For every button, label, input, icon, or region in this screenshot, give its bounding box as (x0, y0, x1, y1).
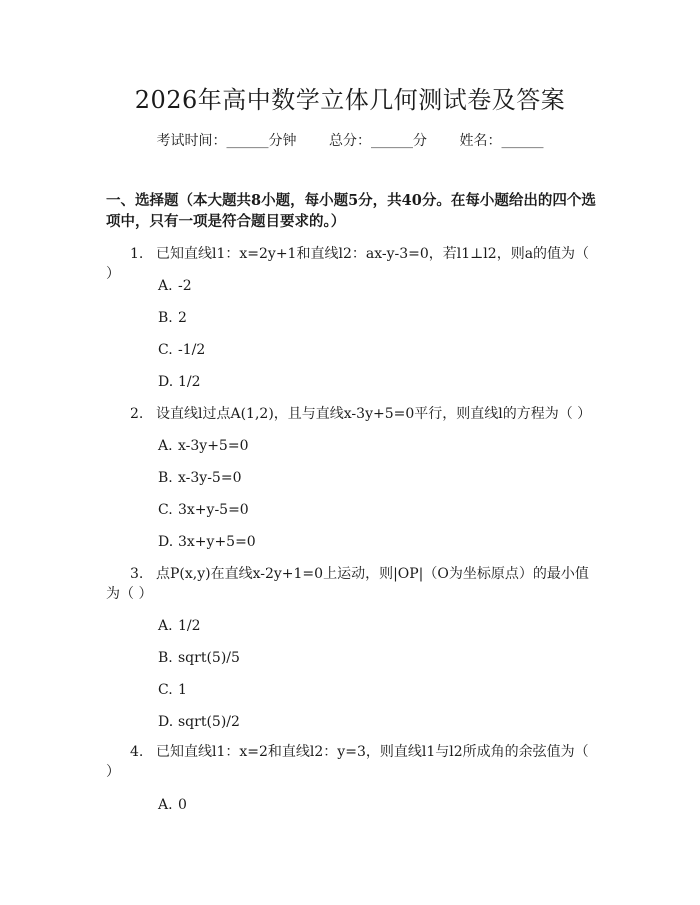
question-3-option-a (158, 616, 201, 636)
option-letter: B. (158, 310, 173, 326)
option-text: -1/2 (178, 342, 206, 358)
question-1-option-c (158, 340, 205, 360)
page-title: 2026年高中数学立体几何测试卷及答案 (134, 86, 566, 114)
question-3-option-d (158, 712, 240, 732)
option-text: 1/2 (178, 618, 201, 634)
question-2-stem (106, 404, 596, 424)
option-letter: D. (158, 534, 174, 550)
question-2-option-b (158, 468, 241, 488)
question-text: 已知直线l1：x=2和直线l2：y=3，则直线l1与l2所成角的余弦值为（ ） (106, 744, 589, 780)
question-number: 4. (130, 744, 144, 760)
option-letter: A. (158, 618, 173, 634)
option-letter: C. (158, 502, 173, 518)
option-letter: A. (158, 797, 173, 813)
option-text: -2 (178, 278, 192, 294)
question-4-stem (106, 742, 596, 782)
option-text: 0 (178, 797, 187, 813)
option-letter: D. (158, 714, 174, 730)
question-number: 2. (130, 406, 144, 422)
exam-time-field: 考试时间：______分钟 (156, 133, 297, 149)
student-name-field: 姓名：______ (459, 133, 544, 149)
option-letter: C. (158, 682, 173, 698)
option-text: 3x+y-5=0 (178, 502, 249, 518)
question-1-option-a (158, 276, 192, 296)
option-text: x-3y-5=0 (178, 470, 242, 486)
question-2-option-a (158, 436, 248, 456)
option-text: 3x+y+5=0 (178, 534, 256, 550)
option-text: x-3y+5=0 (178, 438, 249, 454)
option-letter: A. (158, 438, 173, 454)
section-heading: 一、选择题（本大题共8小题，每小题5分，共40分。在每小题给出的四个选项中，只有一项是符合题目要求的。） (106, 192, 596, 230)
question-1-option-d (158, 372, 201, 392)
option-letter: C. (158, 342, 173, 358)
option-text: 1 (178, 682, 187, 698)
question-text: 已知直线l1：x=2y+1和直线l2：ax-y-3=0，若l1⊥l2，则a的值为（ ） (106, 246, 590, 282)
option-text: sqrt(5)/5 (178, 650, 240, 666)
option-letter: B. (158, 470, 173, 486)
option-text: 1/2 (178, 374, 201, 390)
question-4-option-a (158, 795, 187, 815)
option-letter: D. (158, 374, 174, 390)
option-text: sqrt(5)/2 (178, 714, 240, 730)
question-number: 1. (130, 246, 144, 262)
option-text: 2 (178, 310, 187, 326)
option-letter: B. (158, 650, 173, 666)
question-3-option-c (158, 680, 187, 700)
question-3-stem (106, 564, 596, 604)
total-score-field: 总分：______分 (329, 133, 427, 149)
option-letter: A. (158, 278, 173, 294)
question-text: 点P(x,y)在直线x-2y+1=0上运动，则|OP|（O为坐标原点）的最小值为（ ） (106, 566, 589, 602)
question-2-option-c (158, 500, 249, 520)
question-1-option-b (158, 308, 187, 328)
question-3-option-b (158, 648, 240, 668)
exam-info-row (0, 131, 700, 151)
question-text: 设直线l过点A(1,2)，且与直线x-3y+5=0平行，则直线l的方程为（ ） (156, 406, 592, 422)
question-2-option-d (158, 532, 256, 552)
question-number: 3. (130, 566, 144, 582)
